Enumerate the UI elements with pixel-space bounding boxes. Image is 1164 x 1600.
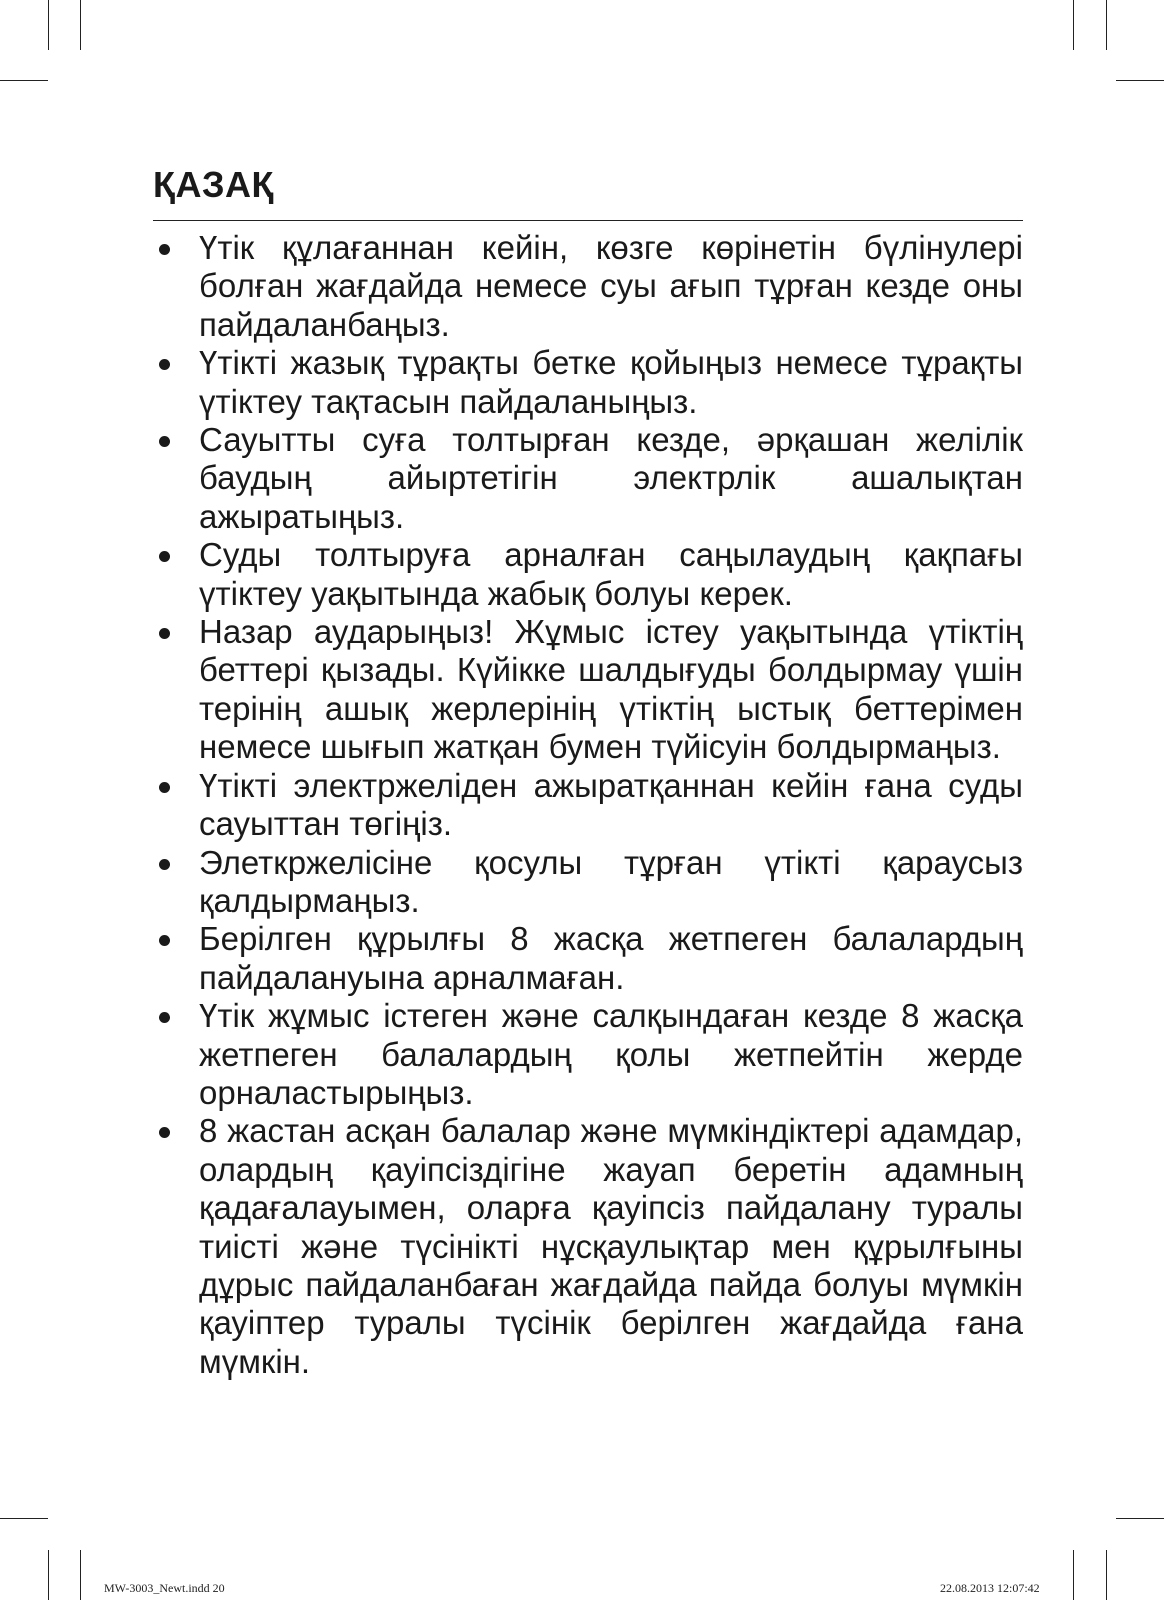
crop-mark <box>48 1550 49 1600</box>
list-item: Үтікті жазық тұрақты бетке қойыңыз немесе тұрақты үтіктеу тақтасын пайдаланыңыз. <box>153 344 1023 421</box>
list-item: 8 жастан асқан балалар және мүмкіндіктері адамдар, олардың қауіпсіздігіне жауап беретін адамның қадағалауымен, оларға қауіпсіз пайдалану туралы тиісті және түсінікті нұсқаулықтар мен құрылғыны дұрыс пайдаланбаған жағдайда пайда болуы мүмкін қауіптер туралы түсінік берілген жағдайда ғана мүмкін. <box>153 1112 1023 1381</box>
page-content <box>153 160 1023 1381</box>
list-item: Элеткржелісіне қосулы тұрған үтікті қараусыз қалдырмаңыз. <box>153 844 1023 921</box>
crop-mark <box>0 80 48 81</box>
list-item: Үтік құлағаннан кейін, көзге көрінетін бүлінулері болған жағдайда немесе суы ағып тұрған кезде оны пайдаланбаңыз. <box>153 229 1023 344</box>
crop-mark <box>1073 1550 1074 1600</box>
crop-mark <box>1116 1518 1164 1519</box>
section-title: ҚАЗАҚ <box>153 164 274 205</box>
safety-list <box>153 229 1023 1381</box>
list-item: Суды толтыруға арналған саңылаудың қақпағы үтіктеу уақытында жабық болуы керек. <box>153 536 1023 613</box>
list-item: Сауытты суға толтырған кезде, әрқашан желілік баудың айыртетігін электрлік ашалықтан ажыратыңыз. <box>153 421 1023 536</box>
crop-mark <box>1116 80 1164 81</box>
list-item: Үтік жұмыс істеген және салқындаған кезде 8 жасқа жетпеген балалардың қолы жетпейтін жерде орналастырыңыз. <box>153 997 1023 1112</box>
crop-mark <box>1106 0 1107 50</box>
footer-file-info: MW-3003_Newt.indd 20 <box>104 1581 225 1595</box>
heading-rule <box>153 220 1023 221</box>
crop-mark <box>80 1550 81 1600</box>
list-item: Назар аударыңыз! Жұмыс істеу уақытында үтіктің беттері қызады. Күйікке шалдығуды болдырмау үшін терінің ашық жерлерінің үтіктің ыстық беттерімен немесе шығып жатқан бумен түйісуін болдырмаңыз. <box>153 613 1023 767</box>
crop-mark <box>1073 0 1074 50</box>
footer-timestamp: 22.08.2013 12:07:42 <box>940 1581 1040 1595</box>
list-item: Үтікті электржеліден ажыратқаннан кейін ғана суды сауыттан төгіңіз. <box>153 767 1023 844</box>
crop-mark <box>48 0 49 50</box>
crop-mark <box>1106 1550 1107 1600</box>
crop-mark <box>0 1518 48 1519</box>
list-item: Берілген құрылғы 8 жасқа жетпеген балалардың пайдалануына арналмаған. <box>153 920 1023 997</box>
crop-mark <box>80 0 81 50</box>
